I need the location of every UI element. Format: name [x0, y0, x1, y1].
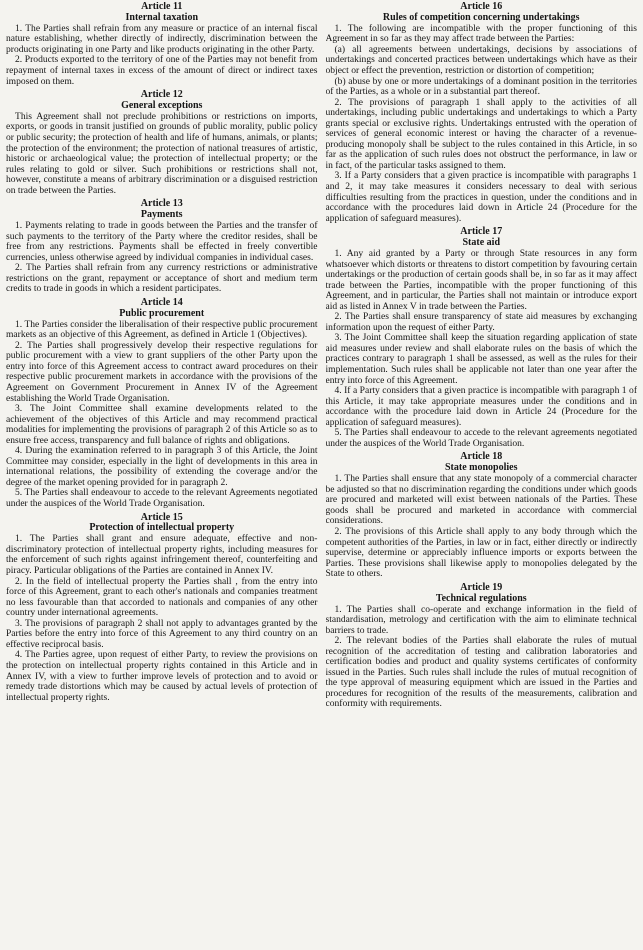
article-section	[6, 90, 318, 196]
article-number: Article 17	[460, 226, 503, 238]
article-number: Article 12	[140, 89, 183, 101]
article-paragraph: 1. The Parties shall refrain from any measure or practice of an internal fiscal nature establishing, whether directly of indirectly, discrimination between the products originating in one Party and like products originating in the other Party.	[6, 22, 318, 55]
article-paragraph: 3. If a Party considers that a given practice is incompatible with paragraphs 1 and 2, it may take measures it considers necessary to deal with serious difficulties resulting from the practices in question, under the conditions and in accordance with the procedures laid down in Article 24 (Procedure for the application of safeguard measures).	[325, 170, 637, 224]
article-number: Article 15	[140, 511, 183, 523]
article-title: State monopolies	[445, 462, 518, 474]
article-title: Public procurement	[119, 307, 205, 319]
article-number: Article 16	[460, 2, 503, 12]
article-title: General exceptions	[121, 100, 203, 111]
article-paragraph: 2. The Parties shall progressively develop their respective regulations for public procurement with a view to grant suppliers of the other Party upon the entry into force of this Agreement access to contract award procedures on their respective public procurement markets in accordance with the provisions of the Agreement on Government Procurement in Annex IV of the Agreement establishing the World Trade Organisation.	[6, 339, 318, 404]
article-paragraph: 3. The Joint Committee shall examine developments related to the achievement of the objectives of this Article and may recommend practical modalities for implementing the provisions of paragraph 2 of this Article so as to ensure free access, transparency and full balance of rights and obligations.	[6, 403, 318, 446]
article-paragraph: 2. The Parties shall ensure transparency of state aid measures by exchanging information upon the request of either Party.	[325, 311, 637, 333]
article-title: State aid	[462, 237, 500, 249]
article-paragraph: 2. The provisions of this Article shall apply to any body through which the competent authorities of the Parties, in law or in fact, either directly or indirectly supervise, determine or appreciably influence imports or exports between the Parties. These provisions shall likewise apply to monopolies delegated by the State to others.	[325, 525, 637, 580]
article-number: Article 19	[460, 581, 503, 593]
article-paragraph: This Agreement shall not preclude prohibitions or restrictions on imports, exports, or goods in transit justified on grounds of public morality, public policy or public security; the protection of health and life of humans, animals, or plants; the protection of the environment; the protection of national treasures of artistic, historic or archaeological value; the protection of intellectual property; or the rules relating to gold or silver. Such prohibitions or restrictions shall not, however, constitute a means of arbitrary discrimination or a disguised restriction on trade between the Parties.	[6, 110, 318, 196]
article-paragraph: 1. The Parties shall ensure that any state monopoly of a commercial character be adjusted so that no discrimination regarding the conditions under which goods are procured and marketed will exist between nationals of the Parties. These goods shall be procured and marketed in accordance with commercial considerations.	[325, 473, 637, 527]
article-paragraph: 1. Payments relating to trade in goods between the Parties and the transfer of such payments to the territory of the Party where the creditor resides, shall be free from any restrictions. Payments shall be effected in freely convertible currencies, unless otherwise agreed by individual companies in individual cases.	[6, 220, 318, 263]
article-title: Internal taxation	[125, 11, 198, 23]
article-paragraph: 1. The following are incompatible with the proper functioning of this Agreement in so far as they may affect trade between the Parties:	[325, 22, 637, 45]
article-section	[6, 513, 318, 704]
article-paragraph: 1. The Parties shall co-operate and exchange information in the field of standardisation, metrology and certification with the aim to eliminate technical barriers to trade.	[325, 603, 637, 636]
article-paragraph: 4. During the examination referred to in paragraph 3 of this Article, the Joint Committee may consider, especially in the light of developments in this area in international relations, the possibility of extending the coverage and/or the degree of the market opening provided for in paragraph 2.	[6, 445, 318, 488]
article-section	[6, 2, 318, 87]
article-section	[326, 583, 638, 710]
article-paragraph: 3. The provisions of paragraph 2 shall not apply to advantages granted by the Parties before the entry into force of this Agreement to any third country on an effective reciprocal basis.	[6, 617, 318, 650]
article-paragraph: 2. The relevant bodies of the Parties shall elaborate the rules of mutual recognition of the accreditation of testing and calibration laboratories and certification bodies and product and quality systems certificates of conformity issued in the Parties. Such rules shall include the rules of mutual recognition of the type approval of measuring equipment which are issued in the Parties and procedures for recognition of the results of the measurements, calibration and conformity with requirements.	[325, 635, 637, 710]
article-paragraph: 2. The provisions of paragraph 1 shall apply to the activities of all undertakings, including public undertakings and undertakings to which a Party grants special or exclusive rights. Undertakings entrusted with the operation of services of general economic interest or having the character of a revenue-producing monopoly shall be subject to the rules contained in this Article, in so far as the application of such rules does not obstruct the performance, in law or in fact, of the particular tasks assigned to them.	[325, 96, 637, 171]
article-paragraph: 5. The Parties shall endeavour to accede to the relevant Agreements negotiated under the auspices of the World Trade Organisation.	[6, 487, 318, 510]
article-title: Technical regulations	[435, 592, 527, 604]
article-paragraph: (a) all agreements between undertakings, decisions by associations of undertakings and concerted practices between undertakings which have as their object or effect the prevention, restriction or distortion of competition;	[325, 43, 637, 76]
article-title: Payments	[140, 209, 183, 221]
article-paragraph: 1. The Parties consider the liberalisation of their respective public procurement markets as an objective of this Agreement, as defined in Article 1 (Objectives).	[6, 318, 318, 341]
article-section	[6, 199, 318, 295]
article-paragraph: 2. The Parties shall refrain from any currency restrictions or administrative restrictions on the grant, repayment or acceptance of short and medium term credits to trade in goods in which a resident participates.	[6, 262, 318, 295]
article-title: Rules of competition concerning undertakings	[382, 11, 580, 23]
article-paragraph: 4. If a Party considers that a given practice is incompatible with paragraph 1 of this Article, it may take appropriate measures under the conditions and in accordance with the procedure laid down in Article 24 (Procedure for the application of safeguard measures).	[325, 385, 637, 428]
article-title: Protection of intellectual property	[89, 522, 235, 534]
article-paragraph: 2. Products exported to the territory of one of the Parties may not benefit from repayment of internal taxes in excess of the amount of direct or indirect taxes imposed on them.	[6, 54, 318, 87]
article-paragraph: 3. The Joint Committee shall keep the situation regarding application of state aid measures under review and shall elaborate rules on the basis of which the practices contrary to paragraph 1 shall be assessed, as well as the rules for their implementation. Such rules shall be applicable not later than one year after the entry into force of this Agreement.	[325, 332, 637, 386]
article-section	[326, 2, 638, 224]
article-paragraph: 2. In the field of intellectual property the Parties shall , from the entry into force of this Agreement, grant to each other's nationals and companies treatment no less favourable than that accorded to nationals and companies of any other country under international agreements.	[6, 575, 318, 619]
article-paragraph: 4. The Parties agree, upon request of either Party, to review the provisions on the protection on intellectual property rights contained in this Article and in Annex IV, with a view to further improve levels of protection and to avoid or remedy trade distortions which may be caused by actual levels of protection of intellectual property rights.	[6, 649, 318, 703]
article-number: Article 14	[140, 296, 183, 308]
article-paragraph: 1. Any aid granted by a Party or through State resources in any form whatsoever which distorts or threatens to distort competition by favouring certain undertakings or the production of certain goods shall be, in so far as it may affect trade between the Parties, incompatible with the proper functioning of this Agreement, and in particular, the Parties shall not maintain or introduce export aid as listed in Annex V in trade between the Parties.	[325, 248, 637, 312]
article-paragraph: 1. The Parties shall grant and ensure adequate, effective and non-discriminatory protection of intellectual property rights, including measures for the enforcement of such rights against infringement thereof, counterfeiting and piracy. Particular obligations of the Parties are contained in Annex IV.	[6, 533, 318, 577]
article-paragraph: (b) abuse by one or more undertakings of a dominant position in the territories of the Parties, as a whole or in a substantial part thereof.	[325, 75, 637, 98]
article-section	[6, 298, 318, 510]
article-number: Article 13	[140, 198, 183, 210]
left-column	[6, 2, 318, 950]
article-section	[326, 452, 638, 579]
right-column	[326, 2, 638, 950]
article-paragraph: 5. The Parties shall endeavour to accede to the relevant agreements negotiated under the auspices of the World Trade Organisation.	[325, 427, 637, 449]
article-number: Article 11	[141, 2, 183, 12]
article-number: Article 18	[460, 451, 503, 463]
article-section	[326, 227, 638, 449]
